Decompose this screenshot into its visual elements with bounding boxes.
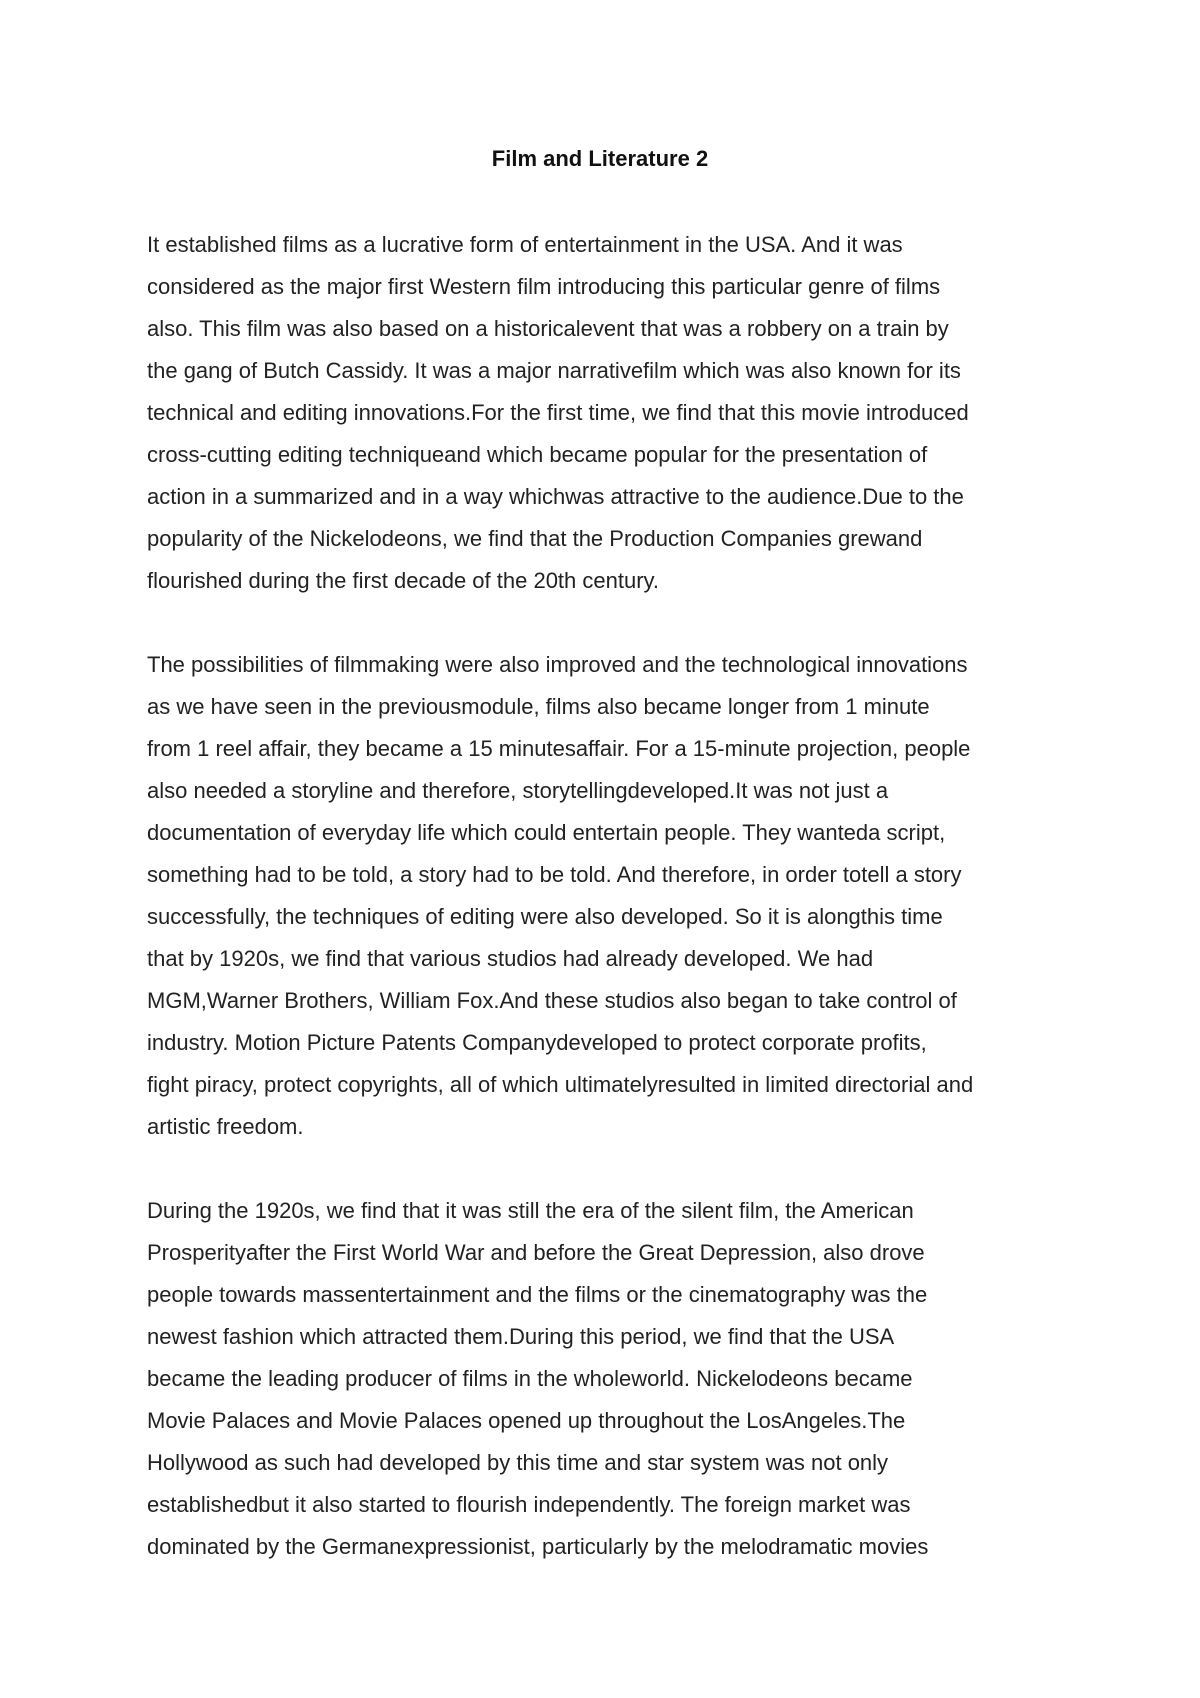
text-line: successfully, the techniques of editing were also developed. So it is alongthis time	[147, 904, 943, 929]
text-line: cross-cutting editing techniqueand which became popular for the presentation of	[147, 442, 928, 467]
text-line: establishedbut it also started to flourish independently. The foreign market was	[147, 1492, 911, 1517]
text-line: MGM,Warner Brothers, William Fox.And these studios also began to take control of	[147, 988, 957, 1013]
text-line: Hollywood as such had developed by this time and star system was not only	[147, 1450, 889, 1475]
text-line: also needed a storyline and therefore, storytellingdeveloped.It was not just a	[147, 778, 889, 803]
text-line: Movie Palaces and Movie Palaces opened up throughout the LosAngeles.The	[147, 1408, 906, 1433]
paragraph-3	[147, 1190, 1067, 1568]
text-line: people towards massentertainment and the films or the cinematography was the	[147, 1282, 928, 1307]
text-line: also. This film was also based on a historicalevent that was a robbery on a train by	[147, 316, 949, 341]
page-title: Film and Literature 2	[491, 146, 709, 171]
text-line: became the leading producer of films in the wholeworld. Nickelodeons became	[147, 1366, 913, 1391]
paragraph-1	[147, 224, 1067, 602]
text-line: something had to be told, a story had to be told. And therefore, in order totell a story	[147, 862, 962, 887]
text-line: The possibilities of filmmaking were also improved and the technological innovations	[147, 652, 968, 677]
text-line: Prosperityafter the First World War and before the Great Depression, also drove	[147, 1240, 925, 1265]
text-line: action in a summarized and in a way whichwas attractive to the audience.Due to the	[147, 484, 964, 509]
text-line: During the 1920s, we find that it was still the era of the silent film, the American	[147, 1198, 914, 1223]
text-line: popularity of the Nickelodeons, we find that the Production Companies grewand	[147, 526, 923, 551]
text-line: flourished during the first decade of the 20th century.	[147, 568, 660, 593]
paragraph-2	[147, 644, 1067, 1148]
text-line: It established films as a lucrative form of entertainment in the USA. And it was	[147, 232, 903, 257]
text-line: newest fashion which attracted them.During this period, we find that the USA	[147, 1324, 895, 1349]
text-line: from 1 reel affair, they became a 15 minutesaffair. For a 15-minute projection, people	[147, 736, 971, 761]
text-line: industry. Motion Picture Patents Companydeveloped to protect corporate profits,	[147, 1030, 927, 1055]
text-line: as we have seen in the previousmodule, films also became longer from 1 minute	[147, 694, 930, 719]
text-line: considered as the major first Western film introducing this particular genre of films	[147, 274, 941, 299]
text-line: that by 1920s, we find that various studios had already developed. We had	[147, 946, 874, 971]
text-line: artistic freedom.	[147, 1114, 304, 1139]
text-line: documentation of everyday life which could entertain people. They wanteda script,	[147, 820, 946, 845]
text-line: technical and editing innovations.For the first time, we find that this movie introduced	[147, 400, 969, 425]
text-line: fight piracy, protect copyrights, all of which ultimatelyresulted in limited directorial and	[147, 1072, 974, 1097]
text-line: dominated by the Germanexpressionist, particularly by the melodramatic movies	[147, 1534, 929, 1559]
text-line: the gang of Butch Cassidy. It was a major narrativefilm which was also known for its	[147, 358, 961, 383]
